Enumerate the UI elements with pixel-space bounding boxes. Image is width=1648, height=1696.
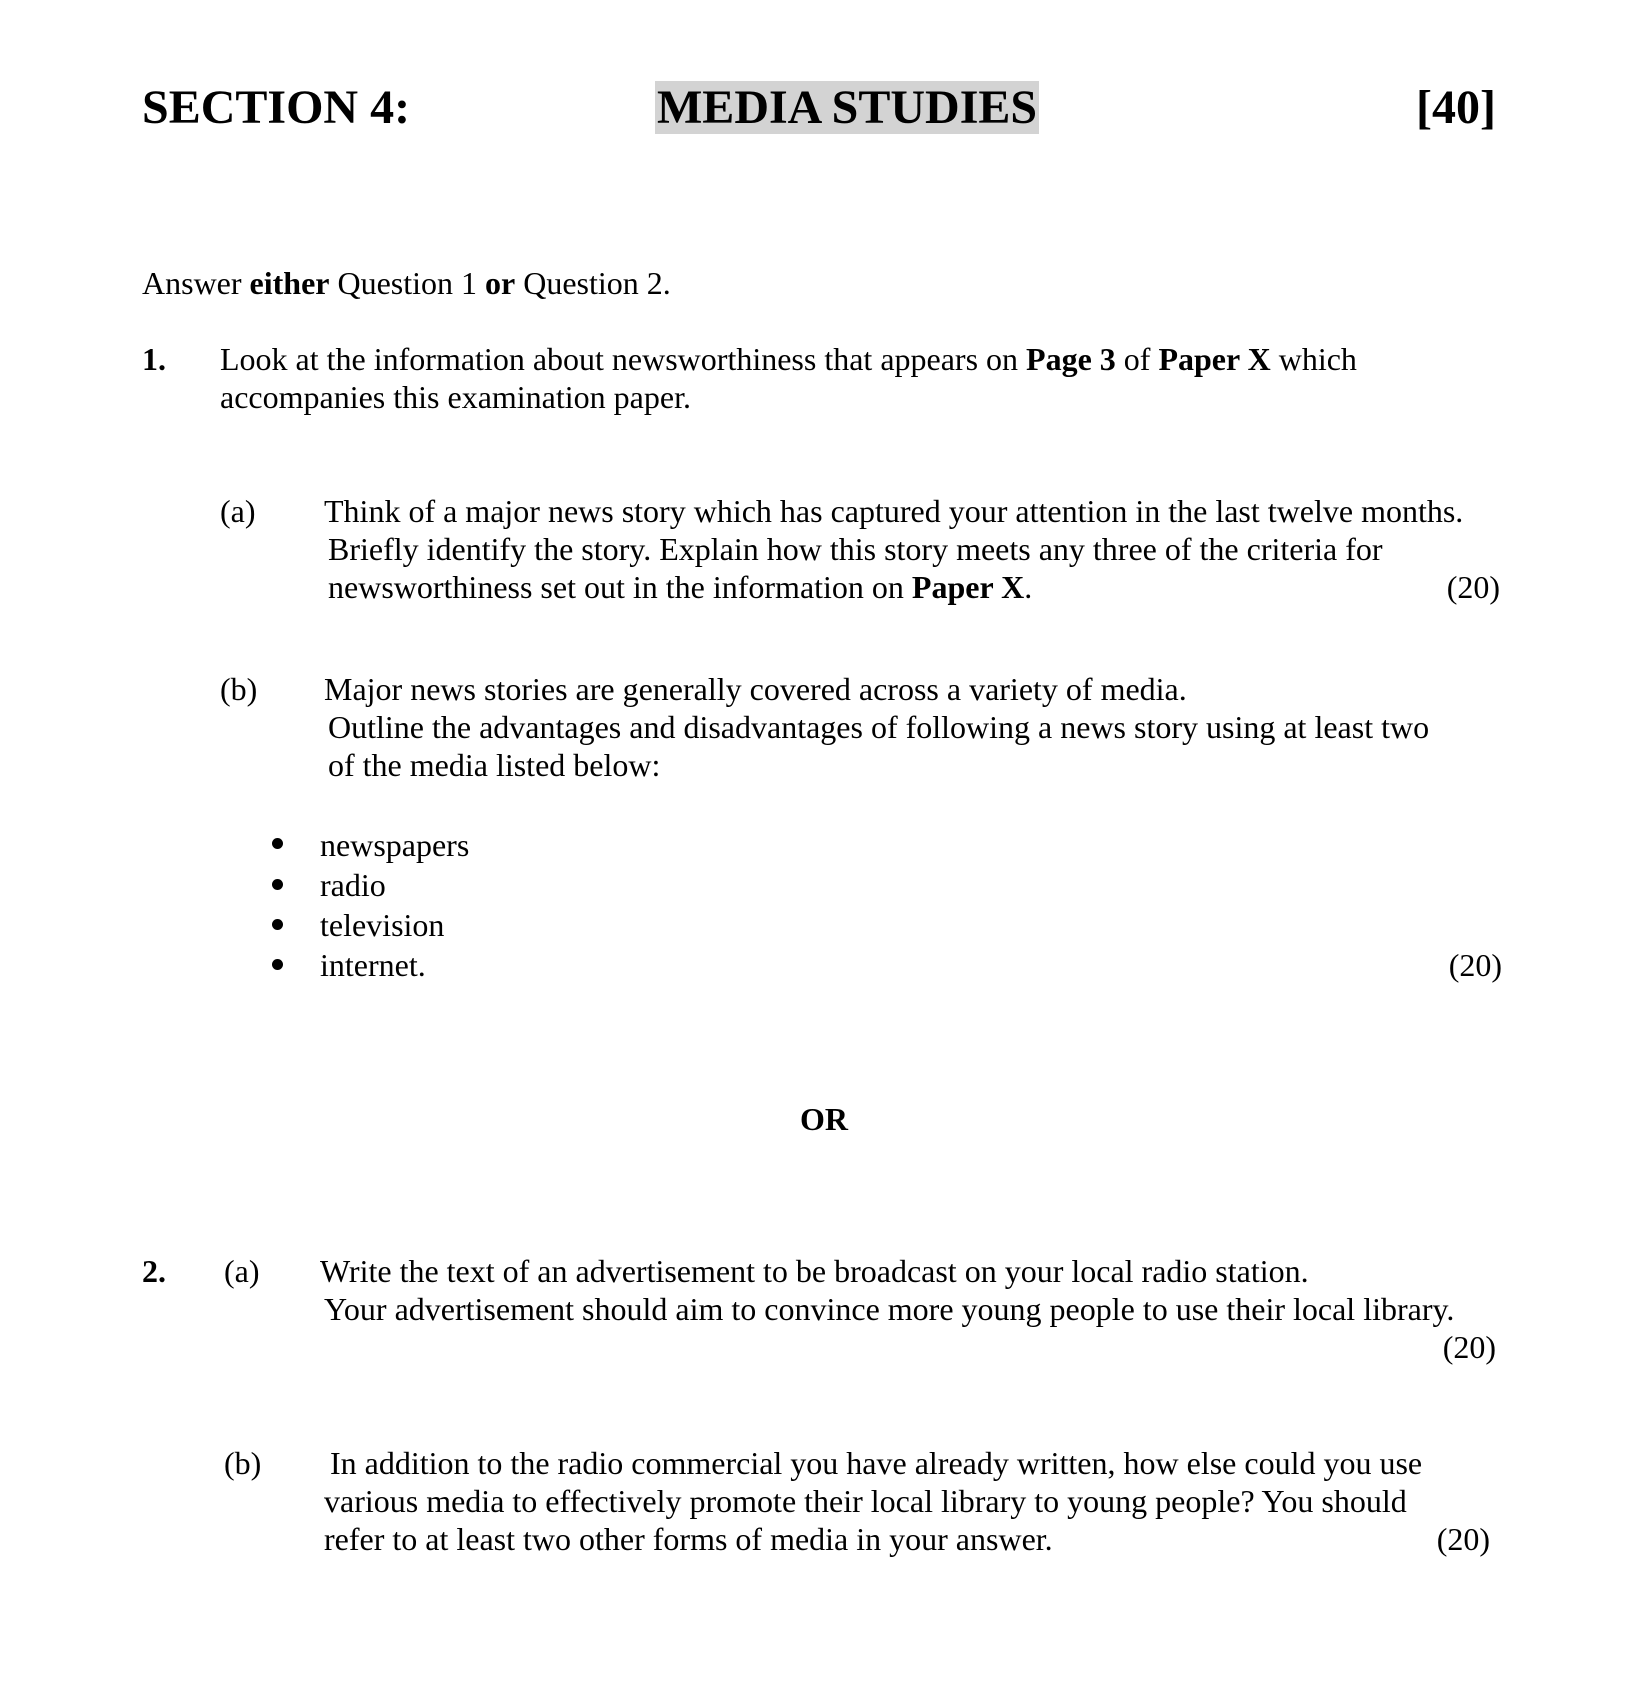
q1b-label: (b) [220,671,258,707]
q1b-marks: (20) [1448,947,1502,983]
q2a-marks: (20) [1442,1329,1496,1365]
q2b-line-3: refer to at least two other forms of media in your answer. [324,1521,1053,1557]
q1a-line-3 [328,568,1032,606]
q1a-paper-ref: Paper X [911,569,1025,605]
q1a-label: (a) [220,493,256,529]
q1a-text: . [1024,569,1033,605]
bullet-icon [272,838,283,849]
list-item: television [320,907,445,943]
page-title-text: MEDIA STUDIES [657,81,1038,134]
q1a-marks: (20) [1446,569,1500,605]
total-marks: [40] [1416,81,1496,134]
or-divider: OR [800,1101,848,1137]
instruction [142,264,671,302]
q1b-line-2: Outline the advantages and disadvantages of following a news story using at least two [328,709,1430,745]
q1b-line-1: Major news stories are generally covered across a variety of media. [324,671,1187,707]
q1-text: Look at the information about newsworthiness that appears on [220,341,1027,377]
q1a-line-1: Think of a major news story which has captured your attention in the last twelve months. [324,493,1464,529]
section-label: SECTION 4: [142,81,411,134]
list-item: internet. [320,947,426,983]
list-item: newspapers [320,827,470,863]
list-item: radio [320,867,386,903]
q2b-marks: (20) [1436,1521,1490,1557]
question-1-number: 1. [142,341,166,377]
q1-text: which [1270,341,1357,377]
bullet-icon [272,959,283,970]
instruction-or: or [485,265,516,301]
instruction-text: Question 2. [515,265,671,301]
bullet-icon [272,879,283,890]
instruction-text: Answer [142,265,250,301]
instruction-text: Question 1 [329,265,486,301]
q1b-line-3: of the media listed below: [328,747,661,783]
bullet-icon [272,919,283,930]
instruction-either: either [249,265,330,301]
page-title [655,80,1039,136]
question-1-line-2: accompanies this examination paper. [220,379,691,415]
question-1-line-1 [220,340,1357,378]
q2b-line-2: various media to effectively promote their local library to young people? You should [324,1483,1407,1519]
question-2-number: 2. [142,1253,166,1289]
q2a-line-1: Write the text of an advertisement to be broadcast on your local radio station. [320,1253,1309,1289]
q1-text: of [1115,341,1159,377]
q2a-label: (a) [224,1253,260,1289]
q1-paper-ref: Paper X [1158,341,1271,377]
q1a-text: newsworthiness set out in the information on [328,569,912,605]
q2a-line-2: Your advertisement should aim to convince more young people to use their local library. [324,1291,1455,1327]
q1-page-ref: Page 3 [1026,341,1116,377]
q2b-line-1: In addition to the radio commercial you have already written, how else could you use [330,1445,1423,1481]
q1a-line-2: Briefly identify the story. Explain how this story meets any three of the criteria for [328,531,1383,567]
q2b-label: (b) [224,1445,262,1481]
